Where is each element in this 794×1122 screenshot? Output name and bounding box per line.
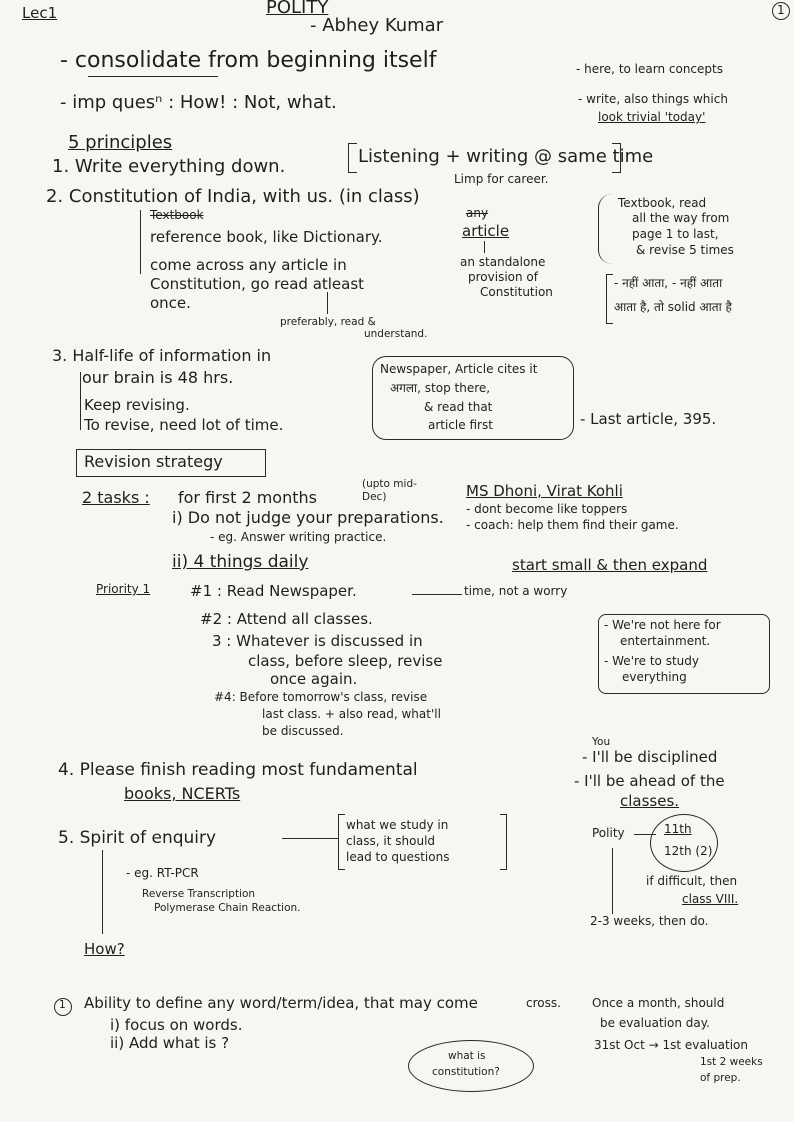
item-4-line-1: #4: Before tomorrow's class, revise [214, 690, 428, 704]
priority-label: Priority 1 [96, 582, 151, 596]
reference-book: reference book, like Dictionary. [150, 228, 383, 246]
entertainment-3: - We're to study [604, 654, 699, 668]
dhoni-point-1: - dont become like toppers [466, 502, 628, 516]
polity-label: Polity [592, 826, 625, 840]
dhoni-point-2: - coach: help them find their game. [466, 518, 679, 532]
bubble-line-2: constitution? [432, 1066, 500, 1078]
newspaper-line-1: Newspaper, Article cites it [380, 362, 538, 376]
article-arrow [484, 241, 485, 253]
enquiry-box-1: what we study in [346, 818, 449, 832]
article-def-2: provision of [468, 270, 538, 284]
enquiry-bracket-right [500, 814, 507, 870]
item-4-line-2: last class. + also read, what'll [262, 707, 441, 721]
item-3-line-3: once again. [270, 670, 358, 688]
task-1: i) Do not judge your preparations. [172, 508, 444, 527]
weeks-note: 2-3 weeks, then do. [590, 914, 709, 928]
textbook-read-3: page 1 to last, [632, 227, 719, 241]
item-2: #2 : Attend all classes. [200, 610, 373, 628]
section-5-connector [282, 838, 338, 839]
principles-heading: 5 principles [68, 132, 173, 153]
intro-right-write: - write, also things which [578, 92, 728, 106]
any-struck: any [466, 206, 489, 220]
newspaper-line-2: अगला, stop there, [390, 381, 491, 395]
task-1-eg: - eg. Answer writing practice. [210, 530, 387, 544]
disciplined: - I'll be disciplined [582, 748, 718, 766]
article-def-3: Constitution [480, 285, 553, 299]
come-across-3: once. [150, 294, 191, 312]
enquiry-bracket-left [338, 814, 345, 870]
oct-line-2: 1st 2 weeks [700, 1056, 763, 1068]
section-5-tree-line [102, 850, 103, 934]
principle-3-line-1: 3. Half-life of information in [52, 346, 272, 365]
tasks-label: 2 tasks : [82, 488, 150, 507]
polity-tree-line [612, 848, 613, 914]
entertainment-4: everything [622, 670, 687, 684]
understand: understand. [364, 328, 428, 340]
page-title: POLITY [266, 0, 329, 18]
principle-3-line-2: our brain is 48 hrs. [82, 368, 234, 387]
hindi-bracket-left [606, 274, 613, 324]
come-across-2: Constitution, go read atleast [150, 275, 365, 293]
enquiry-box-3: lead to questions [346, 850, 450, 864]
article-def-1: an standalone [460, 255, 546, 269]
textbook-struck: Textbook [150, 208, 204, 222]
principle-3-tree-line [80, 372, 81, 430]
textbook-read-2: all the way from [632, 211, 730, 225]
lecture-label: Lec1 [22, 4, 58, 22]
ability-sub-2: ii) Add what is ? [110, 1034, 230, 1052]
ability-sub-1: i) focus on words. [110, 1016, 243, 1034]
item-3-line-1: 3 : Whatever is discussed in [212, 632, 423, 650]
item-1: #1 : Read Newspaper. [190, 582, 357, 600]
author-name: - Abhey Kumar [310, 15, 444, 36]
article-word: article [462, 222, 510, 240]
rtpcr-eg: - eg. RT-PCR [126, 866, 199, 880]
principle-1: 1. Write everything down. [52, 156, 286, 177]
listening-writing: Listening + writing @ same time [358, 146, 654, 167]
item-1-arrow [412, 594, 462, 595]
ahead-2: classes. [620, 792, 680, 810]
tasks-paren: (upto mid-Dec) [362, 478, 417, 503]
newspaper-line-4: article first [428, 418, 493, 432]
ability-cross: cross. [526, 996, 561, 1010]
ability-num: 1 [59, 999, 66, 1011]
intro-right-trivial: look trivial 'today' [598, 110, 706, 124]
intro-imp-question: - imp quesⁿ : How! : Not, what. [60, 92, 337, 113]
item-3-line-2: class, before sleep, revise [248, 652, 443, 670]
ahead-1: - I'll be ahead of the [574, 772, 725, 790]
hindi-line-2: आता है, तो solid आता है [614, 300, 732, 314]
start-small: start small & then expand [512, 556, 708, 574]
oct-line-1: 31st Oct → 1st evaluation [594, 1038, 748, 1052]
tasks-text: for first 2 months [178, 488, 317, 507]
textbook-read-4: & revise 5 times [636, 243, 734, 257]
to-revise: To revise, need lot of time. [84, 416, 284, 434]
textbook-read-1: Textbook, read [618, 196, 707, 210]
listening-bracket-left [348, 143, 357, 173]
revision-heading: Revision strategy [84, 452, 223, 471]
how-label: How? [84, 940, 125, 958]
intro-right-concepts: - here, to learn concepts [576, 62, 723, 76]
section-5-line: 5. Spirit of enquiry [58, 828, 217, 848]
newspaper-line-3: & read that [424, 400, 493, 414]
preferably-read: preferably, read & [280, 316, 376, 328]
difficult-1: if difficult, then [646, 874, 738, 888]
month-line-2: be evaluation day. [600, 1016, 710, 1030]
you-label: You [592, 736, 611, 748]
polymerase-chain: Polymerase Chain Reaction. [154, 902, 301, 914]
month-line-1: Once a month, should [592, 996, 725, 1010]
class-11: 11th [664, 822, 692, 836]
item-4-line-3: be discussed. [262, 724, 344, 738]
entertainment-1: - We're not here for [604, 618, 721, 632]
keep-revising: Keep revising. [84, 396, 190, 414]
hindi-line-1: - नहीं आता, - नहीं आता [614, 276, 723, 290]
section-4-line-1: 4. Please finish reading most fundamental [58, 760, 418, 780]
difficult-2: class VIII. [682, 892, 739, 906]
bubble-line-1: what is [448, 1050, 486, 1062]
read-arrow-line [327, 292, 328, 314]
ability-line: Ability to define any word/term/idea, that may come [84, 994, 478, 1012]
come-across-1: come across any article in [150, 256, 347, 274]
dhoni-kohli: MS Dhoni, Virat Kohli [466, 482, 623, 500]
intro-consolidate: - consolidate from beginning itself [60, 48, 437, 73]
reverse-transcription: Reverse Transcription [142, 888, 256, 900]
enquiry-box-2: class, it should [346, 834, 436, 848]
task-2: ii) 4 things daily [172, 552, 309, 572]
class-12: 12th (2) [664, 844, 713, 858]
item-1-note: time, not a worry [464, 584, 568, 598]
oct-line-3: of prep. [700, 1072, 741, 1084]
consolidate-underline [88, 76, 218, 77]
entertainment-2: entertainment. [620, 634, 711, 648]
principle-2: 2. Constitution of India, with us. (in class) [46, 186, 420, 207]
section-4-line-2: books, NCERTs [124, 784, 241, 803]
last-article: - Last article, 395. [580, 410, 717, 428]
principle-2-tree-line [140, 210, 141, 274]
page-number: 1 [777, 3, 785, 17]
imp-for-career: Limp for career. [454, 172, 549, 186]
